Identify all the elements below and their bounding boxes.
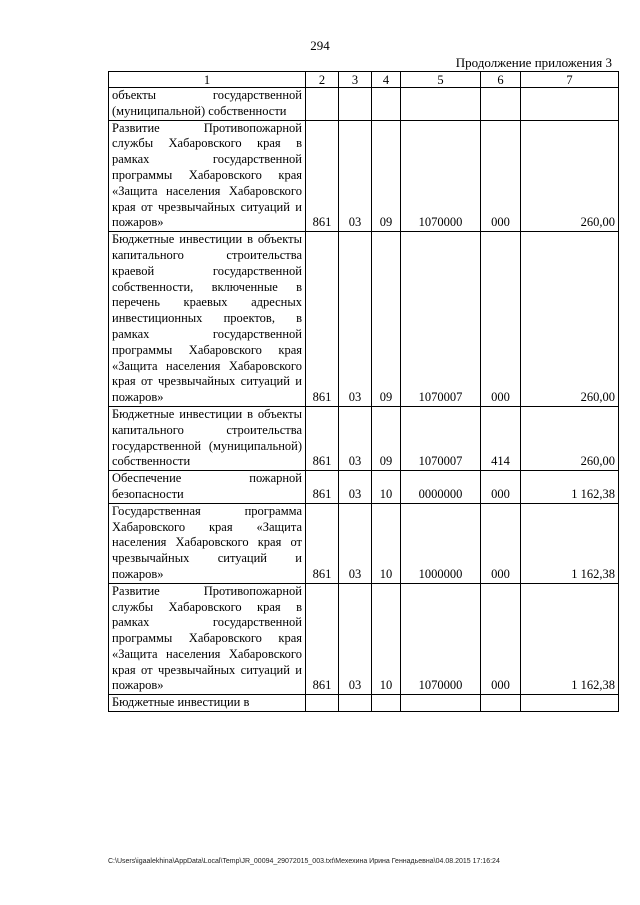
row-subsection-code: 10 xyxy=(372,471,401,504)
row-ministry-code: 861 xyxy=(306,503,339,583)
row-amount: 260,00 xyxy=(521,232,619,407)
row-ministry-code: 861 xyxy=(306,406,339,470)
row-amount: 260,00 xyxy=(521,120,619,232)
row-section-code: 03 xyxy=(339,232,372,407)
footer-file-path: C:\Users\igaalekhina\AppData\Local\Temp\JR_00094_29072015_003.txt\Мехехина Ирина Геннадьевна\04.08.2015 17:16:24 xyxy=(108,858,500,865)
row-subsection-code: 10 xyxy=(372,583,401,695)
header-col-4: 4 xyxy=(372,72,401,88)
row-target-code xyxy=(401,88,481,121)
row-subsection-code: 09 xyxy=(372,406,401,470)
row-amount: 1 162,38 xyxy=(521,471,619,504)
row-expense-type: 000 xyxy=(481,503,521,583)
row-target-code xyxy=(401,695,481,712)
row-expense-type: 414 xyxy=(481,406,521,470)
row-description: Развитие Противопожарной службы Хабаровского края в рамках государственной программы Хабаровского края «Защита населения Хабаровского края от чрезвычайных ситуаций и пожаров» xyxy=(109,120,306,232)
table-row xyxy=(109,406,619,470)
header-col-7: 7 xyxy=(521,72,619,88)
header-col-5: 5 xyxy=(401,72,481,88)
row-section-code: 03 xyxy=(339,120,372,232)
row-ministry-code xyxy=(306,695,339,712)
row-description: Обеспечение пожарной безопасности xyxy=(109,471,306,504)
row-ministry-code: 861 xyxy=(306,583,339,695)
row-ministry-code: 861 xyxy=(306,232,339,407)
row-amount: 260,00 xyxy=(521,406,619,470)
row-amount: 1 162,38 xyxy=(521,503,619,583)
row-description: Государственная программа Хабаровского края «Защита населения Хабаровского края от чрезвычайных ситуаций и пожаров» xyxy=(109,503,306,583)
row-expense-type xyxy=(481,695,521,712)
row-section-code: 03 xyxy=(339,583,372,695)
row-section-code: 03 xyxy=(339,406,372,470)
row-target-code: 1070007 xyxy=(401,406,481,470)
header-col-1: 1 xyxy=(109,72,306,88)
row-target-code: 1000000 xyxy=(401,503,481,583)
table-row xyxy=(109,503,619,583)
row-expense-type: 000 xyxy=(481,583,521,695)
row-expense-type: 000 xyxy=(481,120,521,232)
table-row xyxy=(109,232,619,407)
budget-table xyxy=(108,71,619,712)
row-description: Развитие Противопожарной службы Хабаровского края в рамках государственной программы Хабаровского края «Защита населения Хабаровского края от чрезвычайных ситуаций и пожаров» xyxy=(109,583,306,695)
row-subsection-code: 10 xyxy=(372,503,401,583)
row-expense-type: 000 xyxy=(481,471,521,504)
row-section-code xyxy=(339,88,372,121)
header-col-6: 6 xyxy=(481,72,521,88)
table-row xyxy=(109,471,619,504)
row-section-code: 03 xyxy=(339,471,372,504)
row-expense-type xyxy=(481,88,521,121)
row-subsection-code: 09 xyxy=(372,120,401,232)
header-col-2: 2 xyxy=(306,72,339,88)
table-header-row xyxy=(109,72,619,88)
table-row xyxy=(109,88,619,121)
row-ministry-code: 861 xyxy=(306,120,339,232)
row-amount xyxy=(521,88,619,121)
row-amount: 1 162,38 xyxy=(521,583,619,695)
row-target-code: 1070000 xyxy=(401,120,481,232)
row-target-code: 1070007 xyxy=(401,232,481,407)
row-description: Бюджетные инвестиции в объекты капитального строительства краевой государственной собственности, включенные в перечень краевых адресных инвестиционных проектов, в рамках государственной программы Хабаровского края «Защита населения Хабаровского края от чрезвычайных ситуаций и пожаров» xyxy=(109,232,306,407)
row-amount xyxy=(521,695,619,712)
continuation-label: Продолжение приложения 3 xyxy=(455,55,612,70)
table-row xyxy=(109,583,619,695)
row-ministry-code: 861 xyxy=(306,471,339,504)
row-description: Бюджетные инвестиции в xyxy=(109,695,306,712)
row-target-code: 1070000 xyxy=(401,583,481,695)
table-row xyxy=(109,695,619,712)
header-col-3: 3 xyxy=(339,72,372,88)
row-expense-type: 000 xyxy=(481,232,521,407)
row-ministry-code xyxy=(306,88,339,121)
row-target-code: 0000000 xyxy=(401,471,481,504)
row-subsection-code xyxy=(372,88,401,121)
row-section-code xyxy=(339,695,372,712)
row-section-code: 03 xyxy=(339,503,372,583)
page-number: 294 xyxy=(310,38,330,53)
row-subsection-code xyxy=(372,695,401,712)
row-description: Бюджетные инвестиции в объекты капитального строительства государственной (муниципальной) собственности xyxy=(109,406,306,470)
table-row xyxy=(109,120,619,232)
row-description: объекты государственной (муниципальной) собственности xyxy=(109,88,306,121)
row-subsection-code: 09 xyxy=(372,232,401,407)
